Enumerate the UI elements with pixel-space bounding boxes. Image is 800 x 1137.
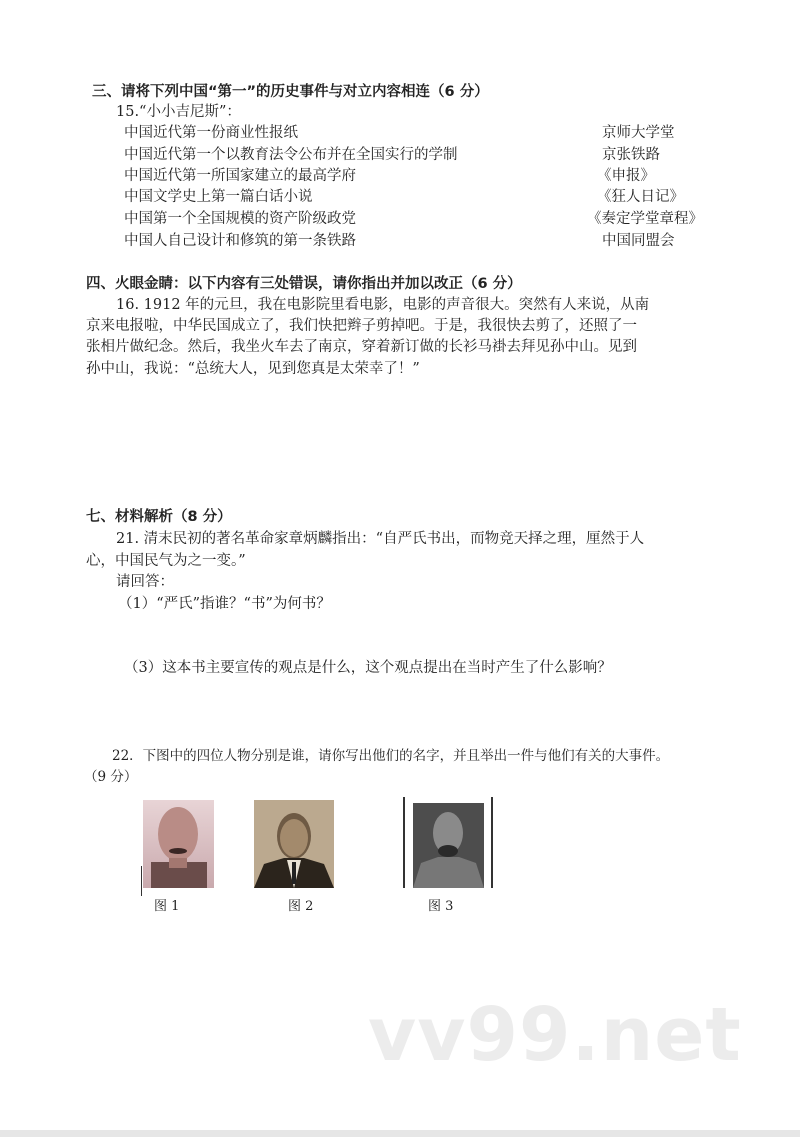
question-3: （3）这本书主要宣传的观点是什么，这个观点提出在当时产生了什么影响？ — [124, 660, 612, 676]
left-item: 中国人自己设计和修筑的第一条铁路 — [124, 233, 356, 249]
caption-figure-2: 图 2 — [288, 899, 314, 914]
divider-line — [491, 797, 493, 888]
question-22-score: （9 分） — [84, 769, 138, 785]
left-item: 中国文学史上第一篇白话小说 — [124, 189, 313, 205]
portrait-figure-3 — [413, 803, 484, 888]
right-item: 中国同盟会 — [602, 233, 675, 249]
left-item: 中国第一个全国规模的资产阶级政党 — [124, 211, 356, 227]
paragraph-line: 张相片做纪念。然后，我坐火车去了南京，穿着新订做的长衫马褂去拜见孙中山。见到 — [86, 339, 637, 355]
paragraph-line: 21. 清末民初的著名革命家章炳麟指出：“自严氏书出，而物竞天择之理，厘然于人 — [116, 531, 645, 547]
portrait-figure-2 — [254, 800, 334, 888]
paragraph-line: 京来电报啦，中华民国成立了，我们快把辫子剪掉吧。于是，我很快去剪了，还照了一 — [86, 318, 637, 334]
divider-line — [403, 797, 405, 888]
paragraph-line: 心，中国民气为之一变。” — [86, 553, 246, 569]
section4-title: 四、火眼金睛：以下内容有三处错误，请你指出并加以改正（6 分） — [86, 276, 522, 292]
section3-title: 三、请将下列中国“第一”的历史事件与对立内容相连（6 分） — [92, 84, 489, 100]
page-bottom-border — [0, 1130, 800, 1137]
section7-title: 七、材料解析（8 分） — [86, 509, 232, 525]
paragraph-line: 16. 1912 年的元旦，我在电影院里看电影，电影的声音很大。突然有人来说，从南 — [116, 297, 650, 313]
portrait-figure-1 — [143, 800, 214, 888]
right-item: 《狂人日记》 — [597, 189, 684, 205]
watermark: vv99.net — [368, 992, 742, 1078]
prompt: 请回答： — [116, 574, 174, 590]
right-item: 《申报》 — [597, 168, 655, 184]
caption-figure-1: 图 1 — [154, 899, 180, 914]
right-item: 《奏定学堂章程》 — [587, 211, 703, 227]
right-item: 京张铁路 — [602, 147, 660, 163]
question-1: （1）“严氏”指谁？“书”为何书？ — [118, 596, 331, 612]
question-22: 22．下图中的四位人物分别是谁，请你写出他们的名字，并且举出一件与他们有关的大事件。 — [112, 748, 670, 764]
left-item: 中国近代第一个以教育法令公布并在全国实行的学制 — [124, 147, 458, 163]
right-item: 京师大学堂 — [602, 125, 675, 141]
left-item: 中国近代第一所国家建立的最高学府 — [124, 168, 356, 184]
left-item: 中国近代第一份商业性报纸 — [124, 125, 298, 141]
paragraph-line: 孙中山，我说：“总统大人，见到您真是太荣幸了！” — [86, 361, 420, 377]
question-15: 15.“小小吉尼斯”： — [116, 104, 241, 120]
caption-figure-3: 图 3 — [428, 899, 454, 914]
divider-line — [141, 866, 142, 896]
